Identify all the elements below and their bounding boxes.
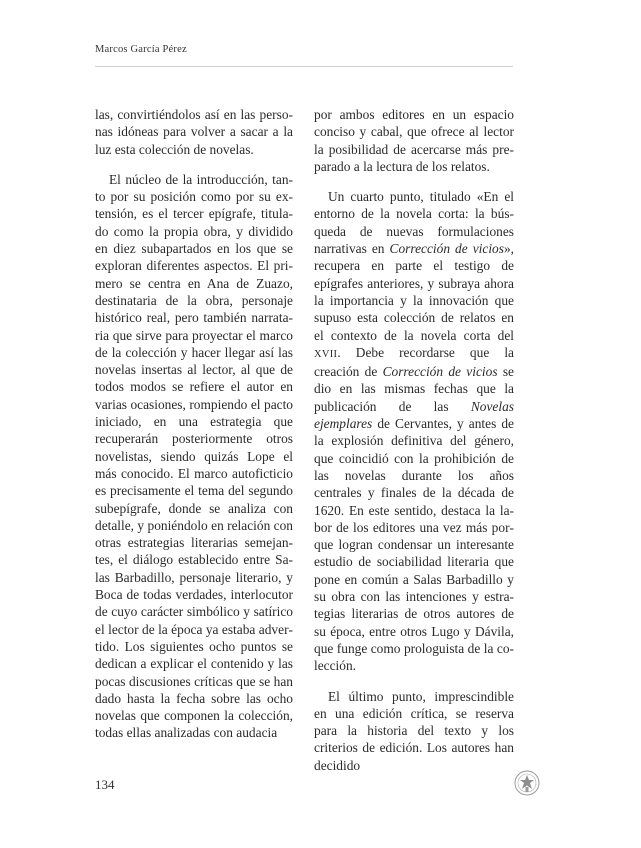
header-divider [95, 66, 513, 67]
text-segment: . Debe recordarse que la creación de [314, 344, 514, 380]
paragraph-continuation: las, convirtiéndolos así en las personas idóneas para volver a sacar a la luz esta colección de novelas. [95, 107, 293, 157]
right-text-column [314, 106, 514, 787]
work-title-italic: Corrección de vicios [389, 241, 504, 257]
page-number: 134 [95, 777, 115, 792]
century-small-caps: XVII [314, 348, 338, 360]
paragraph-introduction-core: El núcleo de la introducción, tanto por su posición como por su extensión, es el tercer epígrafe, titulado como la propia obra, y dividido en diez subapartados en los que se exploran diferentes aspectos. El primero se centra en Ana de Zuazo, destinataria de la obra, personaje histórico real, pero también narrataria que sirve para proyectar el marco de la colección y hacer llegar así las novelas insertas al lector, al que de todos modos se refiere el autor en varias ocasiones, rompiendo el pacto iniciado, en una estrategia que recuperarán posteriormente otros novelistas, siendo quizás Lope el más conocido. El marco autoficticio es precisamente el tema del segundo subepígrafe, donde se analiza con detalle, y poniéndolo en relación con otras estrategias literarias semejantes, el diálogo establecido entre Salas Barbadillo, personaje literario, y Boca de todas verdades, interlocutor de cuyo carácter simbólico y satírico el lector de la época ya estaba advertido. Los siguientes ocho puntos se dedican a explicar el contenido y las pocas discusiones críticas que se han dado hasta la fecha sobre las ocho novelas que componen la colección, todas ellas analizadas con audacia [95, 171, 293, 741]
paragraph-editors-conclusion: por ambos editores en un espacio conciso y cabal, que ofrece al lector la posibilidad de acercarse más preparado a la lectura de los relatos. [314, 107, 514, 174]
text-segment: Un cuarto punto, titulado «En el entorno de la novela corta: la búsqueda de nuevas formulaciones narrativas en [314, 189, 514, 257]
running-header-author: Marcos García Pérez [95, 44, 187, 55]
paragraph-last-point: El último punto, imprescindible en una edición crítica, se reserva para la historia del texto y los criterios de edición. Los autores han decidido [314, 688, 514, 773]
left-text-column [95, 106, 293, 755]
text-segment: de Cervantes, y antes de la explosión definitiva del género, que coincidió con la prohibición de las novelas durante los años centrales y finales de la década de 1620. En este sentido, destaca la labor de los editores una vez más porque logran condensar un interesante estudio de sociabilidad literaria que pone en común a Salas Barbadillo y su obra con las intenciones y estrategias literarias de otros autores de su época, entre otros Lugo y Dávila, que funge como prologuista de la colección. [314, 416, 514, 674]
work-title-italic: Novelas ejemplares [314, 398, 514, 432]
work-title-italic: Corrección de vicios [382, 364, 498, 380]
text-segment: se dio en las mismas fechas que la publicación de las [314, 364, 514, 414]
crest-emblem-icon [514, 770, 540, 796]
text-segment: », recupera en parte el testigo de epígrafes anteriores, y subraya ahora la importancia y la innovación que supuso esta colección de relatos en el contexto de la novela corta del [314, 241, 514, 343]
paragraph-fourth-point [314, 188, 514, 674]
